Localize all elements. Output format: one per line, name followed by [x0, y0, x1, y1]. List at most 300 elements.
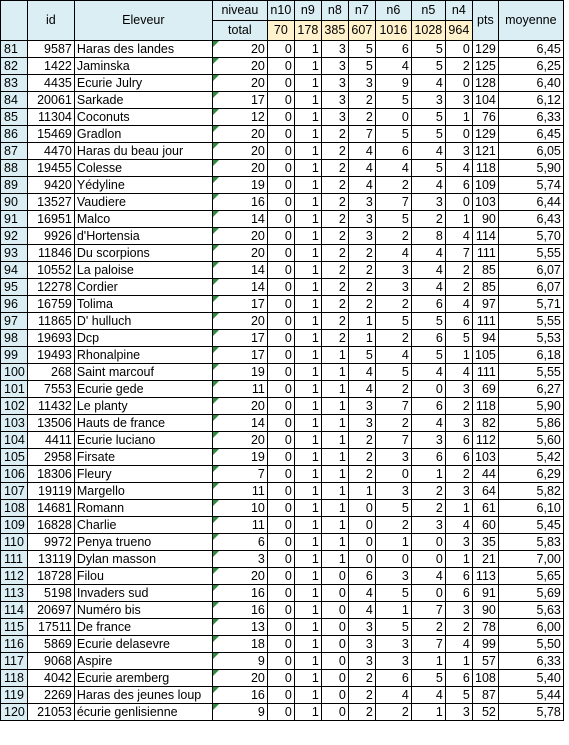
n8-cell[interactable]: 2: [321, 160, 348, 177]
niveau-cell[interactable]: 14: [212, 262, 267, 279]
niveau-cell[interactable]: 20: [212, 75, 267, 92]
eleveur-cell[interactable]: Cordier: [74, 279, 212, 296]
n6-cell[interactable]: 2: [375, 330, 411, 347]
n4-cell[interactable]: 6: [445, 432, 472, 449]
eleveur-cell[interactable]: Dcp: [74, 330, 212, 347]
n8-cell[interactable]: 0: [321, 568, 348, 585]
header-id[interactable]: id: [27, 1, 74, 41]
pts-cell[interactable]: 91: [472, 585, 498, 602]
n5-cell[interactable]: 5: [411, 160, 445, 177]
moyenne-cell[interactable]: 6,45: [498, 41, 563, 58]
eleveur-cell[interactable]: De france: [74, 619, 212, 636]
eleveur-cell[interactable]: Ecurie luciano: [74, 432, 212, 449]
n9-cell[interactable]: 1: [294, 41, 321, 58]
n5-cell[interactable]: 7: [411, 602, 445, 619]
n8-cell[interactable]: 1: [321, 466, 348, 483]
n6-cell[interactable]: 5: [375, 619, 411, 636]
n6-cell[interactable]: 2: [375, 517, 411, 534]
pts-cell[interactable]: 78: [472, 619, 498, 636]
n7-cell[interactable]: 3: [348, 228, 375, 245]
n7-cell[interactable]: 1: [348, 330, 375, 347]
niveau-cell[interactable]: 17: [212, 330, 267, 347]
n7-cell[interactable]: 3: [348, 398, 375, 415]
n10-cell[interactable]: 0: [267, 653, 294, 670]
pts-cell[interactable]: 85: [472, 262, 498, 279]
n5-cell[interactable]: 1: [411, 653, 445, 670]
rank-cell[interactable]: 90: [1, 194, 28, 211]
n10-cell[interactable]: 0: [267, 415, 294, 432]
n8-cell[interactable]: 2: [321, 330, 348, 347]
moyenne-cell[interactable]: 6,45: [498, 126, 563, 143]
n10-cell[interactable]: 0: [267, 551, 294, 568]
n10-cell[interactable]: 0: [267, 347, 294, 364]
n5-cell[interactable]: 8: [411, 228, 445, 245]
n10-cell[interactable]: 0: [267, 636, 294, 653]
eleveur-cell[interactable]: Tolima: [74, 296, 212, 313]
moyenne-cell[interactable]: 6,05: [498, 143, 563, 160]
n5-cell[interactable]: 3: [411, 517, 445, 534]
pts-cell[interactable]: 114: [472, 228, 498, 245]
n7-cell[interactable]: 5: [348, 347, 375, 364]
niveau-cell[interactable]: 12: [212, 109, 267, 126]
pts-cell[interactable]: 97: [472, 296, 498, 313]
n7-cell[interactable]: 2: [348, 704, 375, 721]
niveau-cell[interactable]: 13: [212, 619, 267, 636]
n9-cell[interactable]: 1: [294, 364, 321, 381]
n7-cell[interactable]: 2: [348, 432, 375, 449]
n5-cell[interactable]: 1: [411, 466, 445, 483]
n5-cell[interactable]: 3: [411, 194, 445, 211]
moyenne-cell[interactable]: 6,18: [498, 347, 563, 364]
id-cell[interactable]: 9420: [27, 177, 74, 194]
pts-cell[interactable]: 109: [472, 177, 498, 194]
n10-cell[interactable]: 0: [267, 398, 294, 415]
eleveur-cell[interactable]: Le planty: [74, 398, 212, 415]
rank-cell[interactable]: 116: [1, 636, 28, 653]
niveau-cell[interactable]: 10: [212, 500, 267, 517]
id-cell[interactable]: 17511: [27, 619, 74, 636]
eleveur-cell[interactable]: Ecurie aremberg: [74, 670, 212, 687]
moyenne-cell[interactable]: 5,74: [498, 177, 563, 194]
n7-cell[interactable]: 2: [348, 466, 375, 483]
rank-cell[interactable]: 81: [1, 41, 28, 58]
id-cell[interactable]: 18306: [27, 466, 74, 483]
n4-cell[interactable]: 4: [445, 296, 472, 313]
n4-cell[interactable]: 3: [445, 704, 472, 721]
rank-cell[interactable]: 95: [1, 279, 28, 296]
n5-cell[interactable]: 2: [411, 483, 445, 500]
n9-cell[interactable]: 1: [294, 109, 321, 126]
n7-cell[interactable]: 2: [348, 670, 375, 687]
n7-cell[interactable]: 4: [348, 177, 375, 194]
moyenne-cell[interactable]: 6,00: [498, 619, 563, 636]
n6-cell[interactable]: 6: [375, 41, 411, 58]
n8-cell[interactable]: 2: [321, 194, 348, 211]
n7-cell[interactable]: 7: [348, 126, 375, 143]
niveau-cell[interactable]: 18: [212, 636, 267, 653]
n10-cell[interactable]: 0: [267, 126, 294, 143]
n9-cell[interactable]: 1: [294, 75, 321, 92]
header-n4[interactable]: n4: [445, 1, 472, 21]
n6-cell[interactable]: 5: [375, 585, 411, 602]
n8-cell[interactable]: 2: [321, 313, 348, 330]
n4-cell[interactable]: 6: [445, 449, 472, 466]
n5-cell[interactable]: 5: [411, 313, 445, 330]
n5-cell[interactable]: 5: [411, 58, 445, 75]
pts-cell[interactable]: 118: [472, 398, 498, 415]
n5-cell[interactable]: 4: [411, 262, 445, 279]
moyenne-cell[interactable]: 7,00: [498, 551, 563, 568]
n4-cell[interactable]: 6: [445, 670, 472, 687]
n5-cell[interactable]: 4: [411, 143, 445, 160]
moyenne-cell[interactable]: 6,25: [498, 58, 563, 75]
id-cell[interactable]: 18728: [27, 568, 74, 585]
id-cell[interactable]: 5869: [27, 636, 74, 653]
n6-cell[interactable]: 2: [375, 228, 411, 245]
rank-cell[interactable]: 113: [1, 585, 28, 602]
moyenne-cell[interactable]: 5,82: [498, 483, 563, 500]
n6-cell[interactable]: 0: [375, 109, 411, 126]
n6-cell[interactable]: 3: [375, 568, 411, 585]
n4-cell[interactable]: 1: [445, 347, 472, 364]
moyenne-cell[interactable]: 6,27: [498, 381, 563, 398]
id-cell[interactable]: 19693: [27, 330, 74, 347]
eleveur-cell[interactable]: Malco: [74, 211, 212, 228]
n7-cell[interactable]: 2: [348, 687, 375, 704]
moyenne-cell[interactable]: 6,33: [498, 109, 563, 126]
n8-cell[interactable]: 2: [321, 279, 348, 296]
n5-cell[interactable]: 6: [411, 449, 445, 466]
n9-cell[interactable]: 1: [294, 551, 321, 568]
n4-cell[interactable]: 6: [445, 568, 472, 585]
eleveur-cell[interactable]: Firsate: [74, 449, 212, 466]
n5-cell[interactable]: 5: [411, 109, 445, 126]
n8-cell[interactable]: 2: [321, 262, 348, 279]
n5-cell[interactable]: 0: [411, 534, 445, 551]
moyenne-cell[interactable]: 6,29: [498, 466, 563, 483]
total-n6[interactable]: 1016: [375, 21, 411, 41]
n4-cell[interactable]: 3: [445, 143, 472, 160]
rank-cell[interactable]: 102: [1, 398, 28, 415]
n7-cell[interactable]: 1: [348, 483, 375, 500]
n10-cell[interactable]: 0: [267, 160, 294, 177]
n4-cell[interactable]: 4: [445, 364, 472, 381]
n8-cell[interactable]: 0: [321, 670, 348, 687]
rank-cell[interactable]: 91: [1, 211, 28, 228]
n5-cell[interactable]: 6: [411, 330, 445, 347]
pts-cell[interactable]: 108: [472, 670, 498, 687]
id-cell[interactable]: 16951: [27, 211, 74, 228]
rank-cell[interactable]: 115: [1, 619, 28, 636]
header-total[interactable]: total: [212, 21, 267, 41]
id-cell[interactable]: 11304: [27, 109, 74, 126]
n7-cell[interactable]: 6: [348, 568, 375, 585]
id-cell[interactable]: 19493: [27, 347, 74, 364]
eleveur-cell[interactable]: Ecurie gede: [74, 381, 212, 398]
total-n7[interactable]: 607: [348, 21, 375, 41]
n4-cell[interactable]: 3: [445, 381, 472, 398]
niveau-cell[interactable]: 11: [212, 517, 267, 534]
pts-cell[interactable]: 90: [472, 211, 498, 228]
n10-cell[interactable]: 0: [267, 517, 294, 534]
pts-cell[interactable]: 44: [472, 466, 498, 483]
n6-cell[interactable]: 1: [375, 534, 411, 551]
pts-cell[interactable]: 76: [472, 109, 498, 126]
n8-cell[interactable]: 3: [321, 109, 348, 126]
header-n8[interactable]: n8: [321, 1, 348, 21]
n6-cell[interactable]: 1: [375, 602, 411, 619]
rank-cell[interactable]: 96: [1, 296, 28, 313]
niveau-cell[interactable]: 20: [212, 398, 267, 415]
n10-cell[interactable]: 0: [267, 296, 294, 313]
n6-cell[interactable]: 4: [375, 160, 411, 177]
id-cell[interactable]: 7553: [27, 381, 74, 398]
n6-cell[interactable]: 0: [375, 466, 411, 483]
n10-cell[interactable]: 0: [267, 687, 294, 704]
n4-cell[interactable]: 6: [445, 585, 472, 602]
rank-cell[interactable]: 88: [1, 160, 28, 177]
moyenne-cell[interactable]: 5,86: [498, 415, 563, 432]
rank-cell[interactable]: 84: [1, 92, 28, 109]
n4-cell[interactable]: 2: [445, 58, 472, 75]
n8-cell[interactable]: 0: [321, 636, 348, 653]
n10-cell[interactable]: 0: [267, 58, 294, 75]
n8-cell[interactable]: 1: [321, 364, 348, 381]
n5-cell[interactable]: 2: [411, 500, 445, 517]
n5-cell[interactable]: 5: [411, 670, 445, 687]
n10-cell[interactable]: 0: [267, 75, 294, 92]
header-n7[interactable]: n7: [348, 1, 375, 21]
header-n10[interactable]: n10: [267, 1, 294, 21]
eleveur-cell[interactable]: Du scorpions: [74, 245, 212, 262]
rank-cell[interactable]: 120: [1, 704, 28, 721]
n7-cell[interactable]: 2: [348, 245, 375, 262]
n4-cell[interactable]: 1: [445, 500, 472, 517]
n5-cell[interactable]: 6: [411, 296, 445, 313]
rank-cell[interactable]: 86: [1, 126, 28, 143]
rank-cell[interactable]: 100: [1, 364, 28, 381]
n8-cell[interactable]: 1: [321, 347, 348, 364]
niveau-cell[interactable]: 19: [212, 177, 267, 194]
n7-cell[interactable]: 0: [348, 500, 375, 517]
n9-cell[interactable]: 1: [294, 92, 321, 109]
n10-cell[interactable]: 0: [267, 245, 294, 262]
eleveur-cell[interactable]: Dylan masson: [74, 551, 212, 568]
rank-cell[interactable]: 108: [1, 500, 28, 517]
n8-cell[interactable]: 1: [321, 534, 348, 551]
moyenne-cell[interactable]: 6,07: [498, 279, 563, 296]
pts-cell[interactable]: 118: [472, 160, 498, 177]
n9-cell[interactable]: 1: [294, 432, 321, 449]
n4-cell[interactable]: 2: [445, 279, 472, 296]
moyenne-cell[interactable]: 6,33: [498, 653, 563, 670]
total-n4[interactable]: 964: [445, 21, 472, 41]
n4-cell[interactable]: 1: [445, 109, 472, 126]
n10-cell[interactable]: 0: [267, 449, 294, 466]
n5-cell[interactable]: 2: [411, 211, 445, 228]
n4-cell[interactable]: 5: [445, 687, 472, 704]
niveau-cell[interactable]: 11: [212, 483, 267, 500]
n10-cell[interactable]: 0: [267, 585, 294, 602]
header-moyenne[interactable]: moyenne: [498, 1, 563, 41]
n7-cell[interactable]: 0: [348, 534, 375, 551]
total-n10[interactable]: 70: [267, 21, 294, 41]
niveau-cell[interactable]: 20: [212, 568, 267, 585]
n4-cell[interactable]: 6: [445, 177, 472, 194]
moyenne-cell[interactable]: 5,53: [498, 330, 563, 347]
n5-cell[interactable]: 4: [411, 75, 445, 92]
pts-cell[interactable]: 111: [472, 313, 498, 330]
n4-cell[interactable]: 2: [445, 398, 472, 415]
id-cell[interactable]: 9972: [27, 534, 74, 551]
moyenne-cell[interactable]: 5,55: [498, 313, 563, 330]
n7-cell[interactable]: 2: [348, 296, 375, 313]
eleveur-cell[interactable]: Ecurie Julry: [74, 75, 212, 92]
n10-cell[interactable]: 0: [267, 279, 294, 296]
rank-cell[interactable]: 99: [1, 347, 28, 364]
n8-cell[interactable]: 2: [321, 228, 348, 245]
id-cell[interactable]: 19119: [27, 483, 74, 500]
niveau-cell[interactable]: 14: [212, 211, 267, 228]
pts-cell[interactable]: 87: [472, 687, 498, 704]
n8-cell[interactable]: 0: [321, 653, 348, 670]
n6-cell[interactable]: 3: [375, 653, 411, 670]
n4-cell[interactable]: 1: [445, 653, 472, 670]
rank-cell[interactable]: 118: [1, 670, 28, 687]
corner-cell[interactable]: [1, 1, 28, 41]
pts-cell[interactable]: 94: [472, 330, 498, 347]
moyenne-cell[interactable]: 5,83: [498, 534, 563, 551]
niveau-cell[interactable]: 16: [212, 194, 267, 211]
n4-cell[interactable]: 4: [445, 160, 472, 177]
rank-cell[interactable]: 104: [1, 432, 28, 449]
niveau-cell[interactable]: 9: [212, 704, 267, 721]
n4-cell[interactable]: 4: [445, 517, 472, 534]
n9-cell[interactable]: 1: [294, 381, 321, 398]
pts-cell[interactable]: 103: [472, 449, 498, 466]
total-n9[interactable]: 178: [294, 21, 321, 41]
n7-cell[interactable]: 2: [348, 279, 375, 296]
niveau-cell[interactable]: 20: [212, 160, 267, 177]
id-cell[interactable]: 4411: [27, 432, 74, 449]
rank-cell[interactable]: 105: [1, 449, 28, 466]
n6-cell[interactable]: 4: [375, 58, 411, 75]
eleveur-cell[interactable]: écurie genlisienne: [74, 704, 212, 721]
id-cell[interactable]: 10552: [27, 262, 74, 279]
n7-cell[interactable]: 3: [348, 211, 375, 228]
n7-cell[interactable]: 4: [348, 364, 375, 381]
n10-cell[interactable]: 0: [267, 568, 294, 585]
n4-cell[interactable]: 0: [445, 41, 472, 58]
n7-cell[interactable]: 4: [348, 585, 375, 602]
n9-cell[interactable]: 1: [294, 245, 321, 262]
rank-cell[interactable]: 117: [1, 653, 28, 670]
eleveur-cell[interactable]: Hauts de france: [74, 415, 212, 432]
id-cell[interactable]: 20061: [27, 92, 74, 109]
header-n9[interactable]: n9: [294, 1, 321, 21]
n9-cell[interactable]: 1: [294, 619, 321, 636]
moyenne-cell[interactable]: 6,07: [498, 262, 563, 279]
n9-cell[interactable]: 1: [294, 194, 321, 211]
n6-cell[interactable]: 5: [375, 313, 411, 330]
moyenne-cell[interactable]: 5,50: [498, 636, 563, 653]
pts-cell[interactable]: 105: [472, 347, 498, 364]
n6-cell[interactable]: 7: [375, 432, 411, 449]
id-cell[interactable]: 4470: [27, 143, 74, 160]
eleveur-cell[interactable]: Fleury: [74, 466, 212, 483]
n9-cell[interactable]: 1: [294, 687, 321, 704]
moyenne-cell[interactable]: 5,90: [498, 160, 563, 177]
moyenne-cell[interactable]: 5,45: [498, 517, 563, 534]
rank-cell[interactable]: 89: [1, 177, 28, 194]
pts-cell[interactable]: 111: [472, 364, 498, 381]
niveau-cell[interactable]: 7: [212, 466, 267, 483]
id-cell[interactable]: 15469: [27, 126, 74, 143]
n4-cell[interactable]: 3: [445, 415, 472, 432]
eleveur-cell[interactable]: Haras des jeunes loup: [74, 687, 212, 704]
id-cell[interactable]: 9068: [27, 653, 74, 670]
n4-cell[interactable]: 0: [445, 75, 472, 92]
niveau-cell[interactable]: 16: [212, 585, 267, 602]
n7-cell[interactable]: 2: [348, 92, 375, 109]
pts-cell[interactable]: 111: [472, 245, 498, 262]
n10-cell[interactable]: 0: [267, 364, 294, 381]
pts-cell[interactable]: 64: [472, 483, 498, 500]
niveau-cell[interactable]: 20: [212, 126, 267, 143]
id-cell[interactable]: 14681: [27, 500, 74, 517]
n5-cell[interactable]: 2: [411, 619, 445, 636]
n8-cell[interactable]: 2: [321, 245, 348, 262]
pts-cell[interactable]: 52: [472, 704, 498, 721]
n8-cell[interactable]: 3: [321, 41, 348, 58]
n8-cell[interactable]: 1: [321, 415, 348, 432]
moyenne-cell[interactable]: 6,10: [498, 500, 563, 517]
n7-cell[interactable]: 0: [348, 517, 375, 534]
n9-cell[interactable]: 1: [294, 602, 321, 619]
n4-cell[interactable]: 2: [445, 619, 472, 636]
n10-cell[interactable]: 0: [267, 670, 294, 687]
pts-cell[interactable]: 129: [472, 126, 498, 143]
moyenne-cell[interactable]: 5,78: [498, 704, 563, 721]
n6-cell[interactable]: 6: [375, 670, 411, 687]
eleveur-cell[interactable]: D' hulluch: [74, 313, 212, 330]
n6-cell[interactable]: 9: [375, 75, 411, 92]
n4-cell[interactable]: 2: [445, 466, 472, 483]
n6-cell[interactable]: 4: [375, 245, 411, 262]
eleveur-cell[interactable]: Jaminska: [74, 58, 212, 75]
id-cell[interactable]: 21053: [27, 704, 74, 721]
n10-cell[interactable]: 0: [267, 483, 294, 500]
n9-cell[interactable]: 1: [294, 330, 321, 347]
moyenne-cell[interactable]: 5,55: [498, 364, 563, 381]
n6-cell[interactable]: 3: [375, 449, 411, 466]
id-cell[interactable]: 2269: [27, 687, 74, 704]
n7-cell[interactable]: 4: [348, 381, 375, 398]
n8-cell[interactable]: 0: [321, 704, 348, 721]
n5-cell[interactable]: 4: [411, 687, 445, 704]
n4-cell[interactable]: 1: [445, 211, 472, 228]
n9-cell[interactable]: 1: [294, 415, 321, 432]
n10-cell[interactable]: 0: [267, 262, 294, 279]
moyenne-cell[interactable]: 5,42: [498, 449, 563, 466]
n5-cell[interactable]: 0: [411, 551, 445, 568]
pts-cell[interactable]: 128: [472, 75, 498, 92]
rank-cell[interactable]: 82: [1, 58, 28, 75]
moyenne-cell[interactable]: 5,71: [498, 296, 563, 313]
n6-cell[interactable]: 5: [375, 92, 411, 109]
n6-cell[interactable]: 2: [375, 415, 411, 432]
niveau-cell[interactable]: 20: [212, 58, 267, 75]
